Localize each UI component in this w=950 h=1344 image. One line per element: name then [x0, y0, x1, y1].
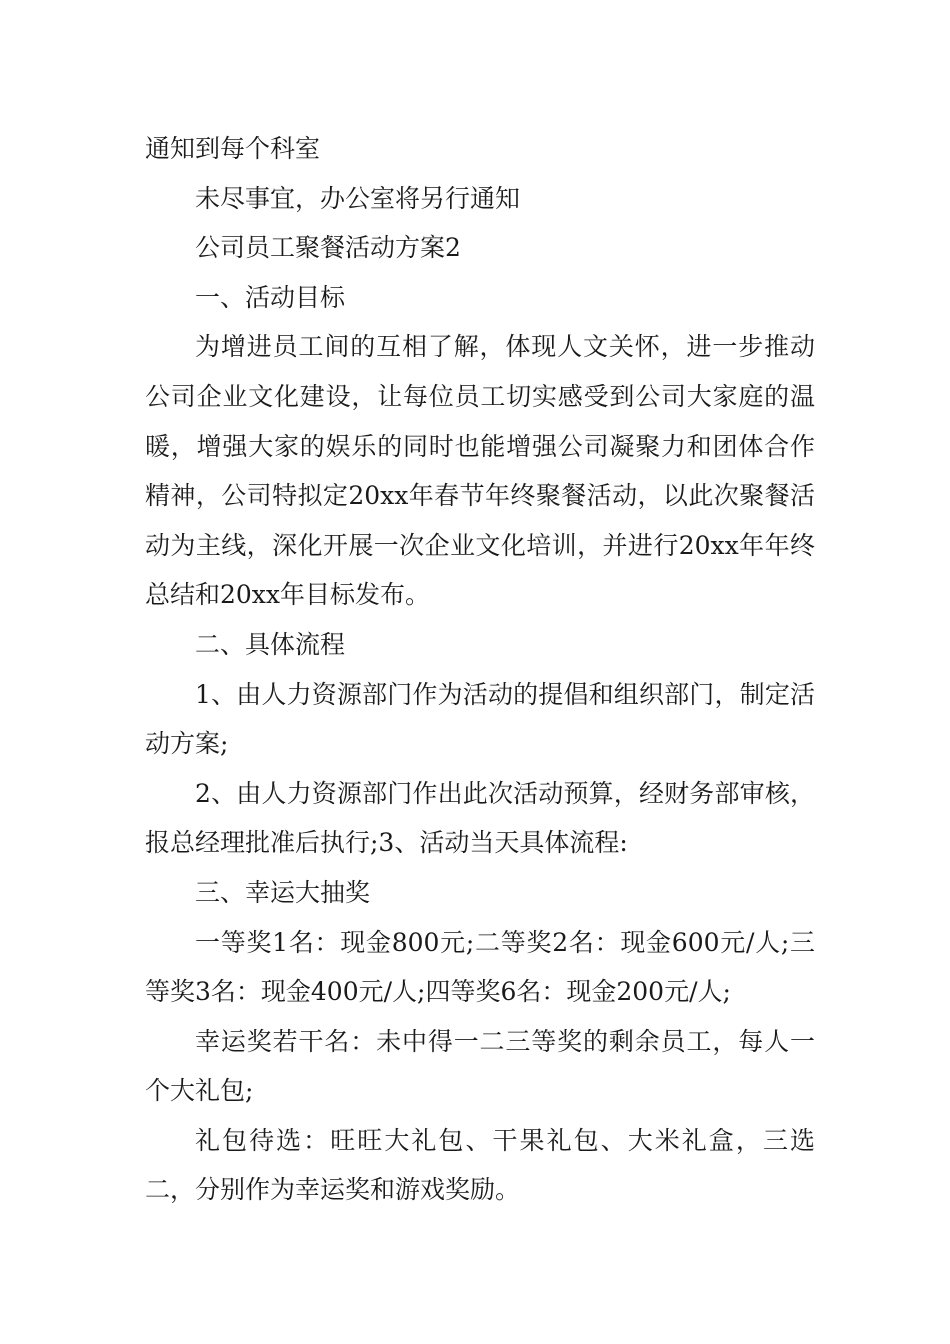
heading-process: 二、具体流程 [195, 629, 346, 659]
paragraph-process-step-2-3: 2、由人力资源部门作出此次活动预算，经财务部审核，报总经理批准后执行;3、活动当天具体流程: [145, 778, 815, 858]
paragraph-prize-levels: 一等奖1名：现金800元;二等奖2名：现金600元/人;三等奖3名：现金400元/人;四等奖6名：现金200元/人; [145, 927, 815, 1007]
paragraph-gift-options: 礼包待选：旺旺大礼包、干果礼包、大米礼盒，三选二，分别作为幸运奖和游戏奖励。 [145, 1125, 815, 1205]
paragraph-process-step-1: 1、由人力资源部门作为活动的提倡和组织部门，制定活动方案; [145, 679, 815, 759]
heading-activity-goal: 一、活动目标 [195, 282, 346, 312]
section-title-plan-2: 公司员工聚餐活动方案2 [195, 233, 461, 263]
paragraph-activity-goal: 为增进员工间的互相了解，体现人文关怀，进一步推动公司企业文化建设，让每位员工切实感受到公司大家庭的温暖，增强大家的娱乐的同时也能增强公司凝聚力和团体合作精神，公司特拟定20xx年春节年终聚餐活动，以此次聚餐活动为主线，深化开展一次企业文化培训，并进行20xx年年终总结和20xx年目标发布。 [145, 332, 815, 610]
paragraph-notice-departments: 通知到每个科室 [145, 134, 321, 163]
heading-lucky-draw: 三、幸运大抽奖 [195, 877, 371, 907]
paragraph-unfinished-matters: 未尽事宜，办公室将另行通知 [195, 183, 521, 213]
paragraph-lucky-prize: 幸运奖若干名：未中得一二三等奖的剩余员工，每人一个大礼包; [145, 1026, 815, 1106]
document-body [145, 124, 815, 1215]
